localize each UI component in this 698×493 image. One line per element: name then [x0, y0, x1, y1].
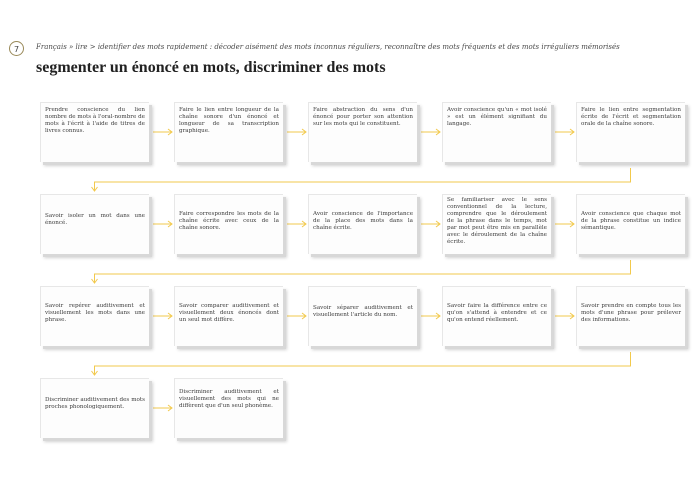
breadcrumb: Français » lire > identifier des mots rapidement : décoder aisément des mots inconnus réguliers, reconnaître des mots fréquents et des mots irréguliers mémorisés: [36, 43, 620, 51]
step-text: Savoir prendre en compte tous les mots d'une phrase pour prélever des informations.: [581, 303, 681, 323]
connector-arrow: [92, 187, 98, 191]
step-card: [576, 286, 685, 346]
connector-arrow: [302, 221, 306, 227]
step-card: [442, 286, 551, 346]
step-text: Faire le lien entre segmentation écrite de l'écrit et segmentation orale de la chaîne sonore.: [581, 107, 681, 127]
step-card: [40, 378, 149, 438]
step-text: Avoir conscience que chaque mot de la phrase constitue un indice sémantique.: [581, 211, 681, 231]
step-card: [174, 378, 283, 438]
connector-arrow: [92, 279, 98, 283]
connector-arrow: [168, 313, 172, 319]
step-text: Faire le lien entre longueur de la chaîne sonore d'un énoncé et longueur de sa transcription graphique.: [179, 107, 279, 134]
connector-line: [95, 168, 631, 191]
step-text: Savoir isoler un mot dans une énoncé.: [45, 213, 145, 226]
step-text: Se familiariser avec le sens conventionnel de la lecture, comprendre que le déroulement de la phrase dans le temps, mot par mot peut être mis en parallèle avec le déroulement de la chaîne écrite.: [447, 197, 547, 245]
connector-arrow: [168, 129, 172, 135]
step-card: [576, 194, 685, 254]
step-text: Avoir conscience qu'un « mot isolé » est un élément signifiant du langage.: [447, 107, 547, 127]
connector-line: [95, 260, 631, 283]
step-text: Prendre conscience du lien nombre de mots à l'oral-nombre de mots à l'écrit à l'aide de titres de livres connus.: [45, 107, 145, 134]
connector-line: [95, 352, 631, 375]
step-text: Discriminer auditivement des mots proches phonologiquement.: [45, 397, 145, 410]
connector-arrow: [168, 221, 172, 227]
step-card: [174, 286, 283, 346]
step-card: [576, 102, 685, 162]
step-text: Savoir faire la différence entre ce qu'on s'attend à entendre et ce qu'on entend réellement.: [447, 303, 547, 323]
connector-arrow: [570, 129, 574, 135]
connector-arrow: [436, 129, 440, 135]
step-card: [442, 194, 551, 254]
connector-arrow: [436, 313, 440, 319]
step-card: [174, 102, 283, 162]
connector-arrow: [570, 313, 574, 319]
connector-arrow: [168, 405, 172, 411]
step-card: [308, 102, 417, 162]
step-card: [442, 102, 551, 162]
step-card: [308, 286, 417, 346]
step-text: Discriminer auditivement et visuellement des mots qui ne diffèrent que d'un seul phonème.: [179, 389, 279, 409]
connector-arrow: [92, 371, 98, 375]
step-text: Savoir séparer auditivement et visuellement l'article du nom.: [313, 305, 413, 318]
step-text: Avoir conscience de l'importance de la place des mots dans la chaîne écrite.: [313, 211, 413, 231]
step-text: Faire abstraction du sens d'un énoncé pour porter son attention sur les mots qui le constituent.: [313, 107, 413, 127]
step-card: [40, 194, 149, 254]
step-card: [174, 194, 283, 254]
connector-arrow: [436, 221, 440, 227]
step-card: [40, 102, 149, 162]
connector-arrow: [570, 221, 574, 227]
step-text: Faire correspondre les mots de la chaîne écrite avec ceux de la chaîne sonore.: [179, 211, 279, 231]
page-number-badge: 7: [9, 41, 24, 56]
step-text: Savoir comparer auditivement et visuellement deux énoncés dont un seul mot diffère.: [179, 303, 279, 323]
step-text: Savoir repérer auditivement et visuellement les mots dans une phrase.: [45, 303, 145, 323]
step-card: [40, 286, 149, 346]
connector-arrow: [302, 313, 306, 319]
connector-arrow: [302, 129, 306, 135]
step-card: [308, 194, 417, 254]
page-title: segmenter un énoncé en mots, discriminer des mots: [36, 59, 386, 76]
